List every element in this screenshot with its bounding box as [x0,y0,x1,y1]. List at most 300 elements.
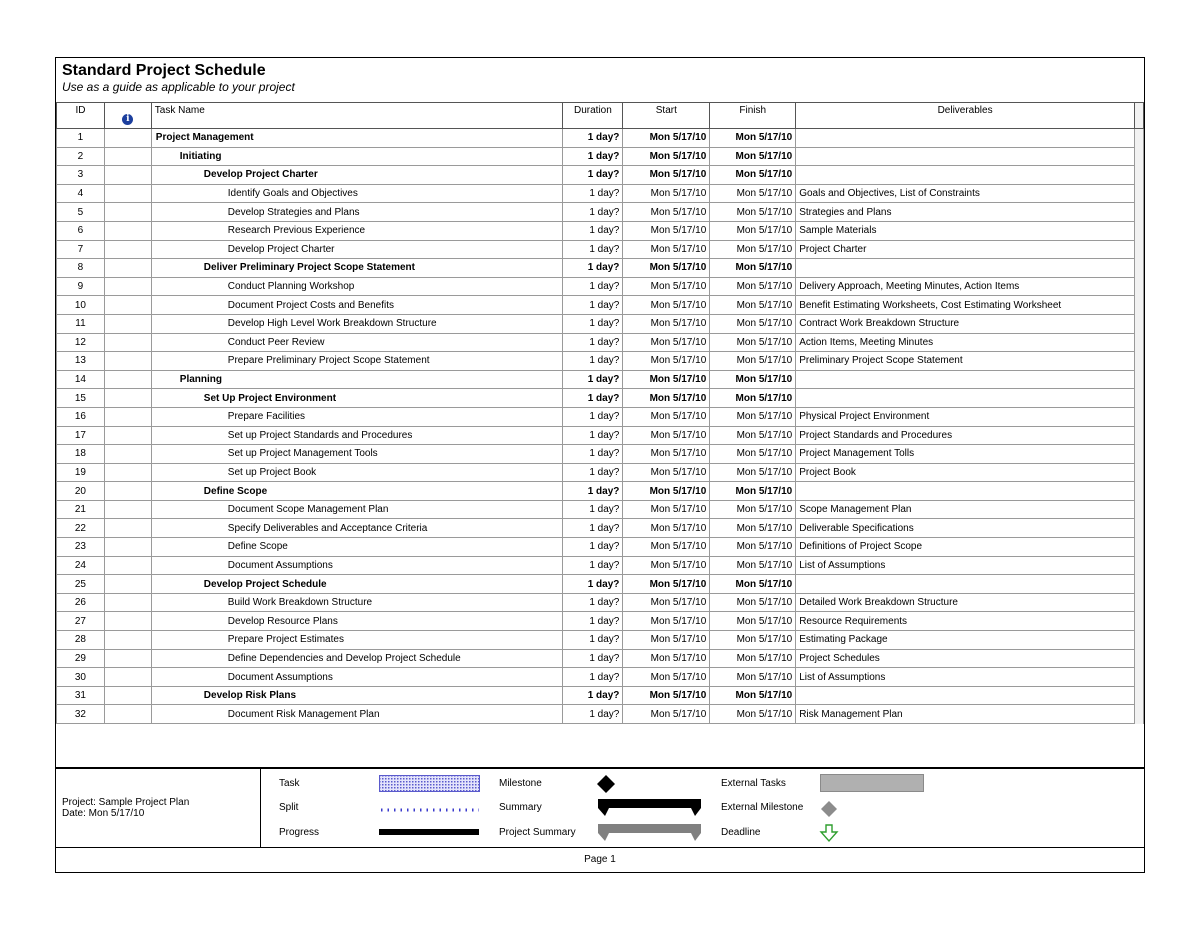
task-finish-cell[interactable]: Mon 5/17/10 [710,240,796,259]
task-id-cell[interactable]: 31 [57,686,105,705]
task-name-cell[interactable]: Planning [151,370,563,389]
scrollbar-track[interactable] [1134,519,1143,538]
task-start-cell[interactable]: Mon 5/17/10 [623,352,710,371]
task-name-cell[interactable]: Identify Goals and Objectives [151,184,563,203]
scrollbar-track[interactable] [1134,370,1143,389]
scrollbar-track[interactable] [1134,389,1143,408]
task-deliverables-cell[interactable] [796,370,1135,389]
task-finish-cell[interactable]: Mon 5/17/10 [710,426,796,445]
table-row[interactable] [57,686,1144,705]
task-deliverables-cell[interactable] [796,129,1135,148]
scrollbar-track[interactable] [1134,221,1143,240]
task-deliverables-cell[interactable]: Detailed Work Breakdown Structure [796,593,1135,612]
task-duration-cell[interactable]: 1 day? [563,221,623,240]
task-indicator-cell[interactable] [104,426,151,445]
task-start-cell[interactable]: Mon 5/17/10 [623,277,710,296]
scrollbar-track[interactable] [1134,631,1143,650]
task-duration-cell[interactable]: 1 day? [563,463,623,482]
task-indicator-cell[interactable] [104,538,151,557]
table-row[interactable] [57,482,1144,501]
task-indicator-cell[interactable] [104,463,151,482]
task-indicator-cell[interactable] [104,649,151,668]
task-duration-cell[interactable]: 1 day? [563,370,623,389]
task-finish-cell[interactable]: Mon 5/17/10 [710,705,796,724]
task-id-cell[interactable]: 18 [57,445,105,464]
task-id-cell[interactable]: 10 [57,296,105,315]
table-row[interactable] [57,705,1144,724]
task-finish-cell[interactable]: Mon 5/17/10 [710,612,796,631]
task-finish-cell[interactable]: Mon 5/17/10 [710,519,796,538]
scrollbar-track[interactable] [1134,240,1143,259]
task-duration-cell[interactable]: 1 day? [563,482,623,501]
table-row[interactable] [57,445,1144,464]
task-indicator-cell[interactable] [104,203,151,222]
scrollbar-track[interactable] [1134,314,1143,333]
task-duration-cell[interactable]: 1 day? [563,296,623,315]
task-duration-cell[interactable]: 1 day? [563,500,623,519]
task-deliverables-cell[interactable] [796,147,1135,166]
task-finish-cell[interactable]: Mon 5/17/10 [710,482,796,501]
scrollbar-track[interactable] [1134,352,1143,371]
task-finish-cell[interactable]: Mon 5/17/10 [710,593,796,612]
col-header-info[interactable] [104,103,151,129]
task-name-cell[interactable]: Prepare Facilities [151,407,563,426]
task-duration-cell[interactable]: 1 day? [563,612,623,631]
task-id-cell[interactable]: 21 [57,500,105,519]
task-finish-cell[interactable]: Mon 5/17/10 [710,352,796,371]
task-indicator-cell[interactable] [104,370,151,389]
scrollbar-track[interactable] [1134,277,1143,296]
table-row[interactable] [57,575,1144,594]
table-row[interactable] [57,519,1144,538]
task-name-cell[interactable]: Develop Project Schedule [151,575,563,594]
task-name-cell[interactable]: Develop High Level Work Breakdown Structure [151,314,563,333]
scrollbar-track[interactable] [1134,686,1143,705]
task-deliverables-cell[interactable]: Estimating Package [796,631,1135,650]
task-name-cell[interactable]: Define Scope [151,482,563,501]
col-header-id[interactable]: ID [57,103,105,129]
task-duration-cell[interactable]: 1 day? [563,538,623,557]
task-name-cell[interactable]: Deliver Preliminary Project Scope Statement [151,259,563,278]
col-header-duration[interactable]: Duration [563,103,623,129]
table-row[interactable] [57,593,1144,612]
scrollbar-track[interactable] [1134,612,1143,631]
scrollbar-track[interactable] [1134,668,1143,687]
task-start-cell[interactable]: Mon 5/17/10 [623,184,710,203]
task-id-cell[interactable]: 12 [57,333,105,352]
task-name-cell[interactable]: Document Project Costs and Benefits [151,296,563,315]
task-id-cell[interactable]: 28 [57,631,105,650]
table-row[interactable] [57,203,1144,222]
task-id-cell[interactable]: 23 [57,538,105,557]
task-start-cell[interactable]: Mon 5/17/10 [623,426,710,445]
task-indicator-cell[interactable] [104,129,151,148]
task-id-cell[interactable]: 1 [57,129,105,148]
task-name-cell[interactable]: Initiating [151,147,563,166]
task-duration-cell[interactable]: 1 day? [563,668,623,687]
col-header-task-name[interactable]: Task Name [151,103,563,129]
table-row[interactable] [57,296,1144,315]
task-indicator-cell[interactable] [104,277,151,296]
task-deliverables-cell[interactable]: Sample Materials [796,221,1135,240]
task-finish-cell[interactable]: Mon 5/17/10 [710,649,796,668]
table-row[interactable] [57,631,1144,650]
task-deliverables-cell[interactable]: Goals and Objectives, List of Constraints [796,184,1135,203]
task-id-cell[interactable]: 26 [57,593,105,612]
task-indicator-cell[interactable] [104,314,151,333]
col-header-deliverables[interactable]: Deliverables [796,103,1135,129]
task-finish-cell[interactable]: Mon 5/17/10 [710,166,796,185]
task-deliverables-cell[interactable]: Physical Project Environment [796,407,1135,426]
task-id-cell[interactable]: 14 [57,370,105,389]
task-id-cell[interactable]: 6 [57,221,105,240]
task-duration-cell[interactable]: 1 day? [563,593,623,612]
legend-project-info [62,797,189,819]
scrollbar-track[interactable] [1134,129,1143,148]
task-id-cell[interactable]: 17 [57,426,105,445]
task-indicator-cell[interactable] [104,333,151,352]
task-indicator-cell[interactable] [104,296,151,315]
task-indicator-cell[interactable] [104,352,151,371]
task-name-cell[interactable]: Conduct Peer Review [151,333,563,352]
table-row[interactable] [57,407,1144,426]
task-deliverables-cell[interactable] [796,482,1135,501]
scrollbar-track[interactable] [1134,259,1143,278]
task-finish-cell[interactable]: Mon 5/17/10 [710,296,796,315]
table-row[interactable] [57,556,1144,575]
task-deliverables-cell[interactable] [796,575,1135,594]
task-id-cell[interactable]: 5 [57,203,105,222]
task-id-cell[interactable]: 9 [57,277,105,296]
task-name-cell[interactable]: Set Up Project Environment [151,389,563,408]
task-finish-cell[interactable]: Mon 5/17/10 [710,631,796,650]
task-indicator-cell[interactable] [104,184,151,203]
task-indicator-cell[interactable] [104,445,151,464]
task-duration-cell[interactable]: 1 day? [563,277,623,296]
task-start-cell[interactable]: Mon 5/17/10 [623,129,710,148]
task-duration-cell[interactable]: 1 day? [563,705,623,724]
task-indicator-cell[interactable] [104,500,151,519]
task-indicator-cell[interactable] [104,221,151,240]
scrollbar-track[interactable] [1134,500,1143,519]
task-finish-cell[interactable]: Mon 5/17/10 [710,500,796,519]
task-deliverables-cell[interactable] [796,259,1135,278]
scrollbar-header [1134,103,1143,129]
table-row[interactable] [57,463,1144,482]
task-deliverables-cell[interactable]: Risk Management Plan [796,705,1135,724]
task-finish-cell[interactable]: Mon 5/17/10 [710,407,796,426]
task-finish-cell[interactable]: Mon 5/17/10 [710,277,796,296]
scrollbar-track[interactable] [1134,184,1143,203]
task-id-cell[interactable]: 20 [57,482,105,501]
task-indicator-cell[interactable] [104,686,151,705]
task-name-cell[interactable]: Project Management [151,129,563,148]
table-row[interactable] [57,389,1144,408]
task-indicator-cell[interactable] [104,389,151,408]
scrollbar-track[interactable] [1134,426,1143,445]
table-row[interactable] [57,147,1144,166]
task-finish-cell[interactable]: Mon 5/17/10 [710,370,796,389]
table-row[interactable] [57,221,1144,240]
scrollbar-track[interactable] [1134,147,1143,166]
task-duration-cell[interactable]: 1 day? [563,445,623,464]
task-duration-cell[interactable]: 1 day? [563,333,623,352]
scrollbar-track[interactable] [1134,575,1143,594]
task-id-cell[interactable]: 11 [57,314,105,333]
table-row[interactable] [57,184,1144,203]
task-indicator-cell[interactable] [104,240,151,259]
task-deliverables-cell[interactable]: Deliverable Specifications [796,519,1135,538]
task-name-cell[interactable]: Prepare Preliminary Project Scope Statement [151,352,563,371]
task-duration-cell[interactable]: 1 day? [563,166,623,185]
task-duration-cell[interactable]: 1 day? [563,129,623,148]
task-deliverables-cell[interactable]: Project Charter [796,240,1135,259]
scrollbar-track[interactable] [1134,482,1143,501]
task-id-cell[interactable]: 7 [57,240,105,259]
task-start-cell[interactable]: Mon 5/17/10 [623,203,710,222]
scrollbar-track[interactable] [1134,556,1143,575]
task-duration-cell[interactable]: 1 day? [563,352,623,371]
task-id-cell[interactable]: 30 [57,668,105,687]
task-name-cell[interactable]: Conduct Planning Workshop [151,277,563,296]
table-row[interactable] [57,612,1144,631]
task-start-cell[interactable]: Mon 5/17/10 [623,593,710,612]
task-finish-cell[interactable]: Mon 5/17/10 [710,463,796,482]
task-id-cell[interactable]: 32 [57,705,105,724]
task-id-cell[interactable]: 8 [57,259,105,278]
task-start-cell[interactable]: Mon 5/17/10 [623,686,710,705]
table-row[interactable] [57,240,1144,259]
task-name-cell[interactable]: Develop Risk Plans [151,686,563,705]
task-name-cell[interactable]: Document Assumptions [151,556,563,575]
task-finish-cell[interactable]: Mon 5/17/10 [710,333,796,352]
task-start-cell[interactable]: Mon 5/17/10 [623,631,710,650]
task-finish-cell[interactable]: Mon 5/17/10 [710,203,796,222]
task-deliverables-cell[interactable]: Delivery Approach, Meeting Minutes, Action Items [796,277,1135,296]
task-start-cell[interactable]: Mon 5/17/10 [623,407,710,426]
task-start-cell[interactable]: Mon 5/17/10 [623,445,710,464]
task-finish-cell[interactable]: Mon 5/17/10 [710,668,796,687]
task-duration-cell[interactable]: 1 day? [563,314,623,333]
table-row[interactable] [57,129,1144,148]
task-start-cell[interactable]: Mon 5/17/10 [623,519,710,538]
task-id-cell[interactable]: 19 [57,463,105,482]
task-duration-cell[interactable]: 1 day? [563,147,623,166]
scrollbar-track[interactable] [1134,203,1143,222]
task-id-cell[interactable]: 22 [57,519,105,538]
task-name-cell[interactable]: Define Scope [151,538,563,557]
task-deliverables-cell[interactable]: List of Assumptions [796,668,1135,687]
task-start-cell[interactable]: Mon 5/17/10 [623,463,710,482]
task-indicator-cell[interactable] [104,705,151,724]
task-start-cell[interactable]: Mon 5/17/10 [623,240,710,259]
task-deliverables-cell[interactable]: Action Items, Meeting Minutes [796,333,1135,352]
task-start-cell[interactable]: Mon 5/17/10 [623,296,710,315]
task-id-cell[interactable]: 2 [57,147,105,166]
task-indicator-cell[interactable] [104,259,151,278]
table-row[interactable] [57,259,1144,278]
task-deliverables-cell[interactable]: List of Assumptions [796,556,1135,575]
task-indicator-cell[interactable] [104,612,151,631]
table-row[interactable] [57,166,1144,185]
table-row[interactable] [57,668,1144,687]
task-start-cell[interactable]: Mon 5/17/10 [623,705,710,724]
task-start-cell[interactable]: Mon 5/17/10 [623,668,710,687]
task-deliverables-cell[interactable]: Contract Work Breakdown Structure [796,314,1135,333]
task-deliverables-cell[interactable]: Resource Requirements [796,612,1135,631]
task-start-cell[interactable]: Mon 5/17/10 [623,370,710,389]
task-start-cell[interactable]: Mon 5/17/10 [623,482,710,501]
task-duration-cell[interactable]: 1 day? [563,259,623,278]
table-row[interactable] [57,649,1144,668]
table-row[interactable] [57,370,1144,389]
col-header-finish[interactable]: Finish [710,103,796,129]
task-name-cell[interactable]: Define Dependencies and Develop Project Schedule [151,649,563,668]
scrollbar-track[interactable] [1134,445,1143,464]
task-finish-cell[interactable]: Mon 5/17/10 [710,314,796,333]
task-start-cell[interactable]: Mon 5/17/10 [623,314,710,333]
task-indicator-cell[interactable] [104,556,151,575]
table-row[interactable] [57,352,1144,371]
task-id-cell[interactable]: 27 [57,612,105,631]
task-finish-cell[interactable]: Mon 5/17/10 [710,556,796,575]
task-name-cell[interactable]: Develop Strategies and Plans [151,203,563,222]
task-duration-cell[interactable]: 1 day? [563,203,623,222]
scrollbar-track[interactable] [1134,463,1143,482]
task-duration-cell[interactable]: 1 day? [563,686,623,705]
task-name-cell[interactable]: Set up Project Book [151,463,563,482]
scrollbar-track[interactable] [1134,166,1143,185]
task-indicator-cell[interactable] [104,575,151,594]
task-id-cell[interactable]: 3 [57,166,105,185]
table-row[interactable] [57,333,1144,352]
task-finish-cell[interactable]: Mon 5/17/10 [710,147,796,166]
task-start-cell[interactable]: Mon 5/17/10 [623,538,710,557]
scrollbar-track[interactable] [1134,333,1143,352]
task-indicator-cell[interactable] [104,519,151,538]
table-row[interactable] [57,314,1144,333]
task-name-cell[interactable]: Prepare Project Estimates [151,631,563,650]
task-deliverables-cell[interactable]: Project Book [796,463,1135,482]
task-start-cell[interactable]: Mon 5/17/10 [623,147,710,166]
task-deliverables-cell[interactable]: Project Schedules [796,649,1135,668]
task-indicator-cell[interactable] [104,668,151,687]
scrollbar-track[interactable] [1134,649,1143,668]
task-name-cell[interactable]: Set up Project Management Tools [151,445,563,464]
task-start-cell[interactable]: Mon 5/17/10 [623,500,710,519]
task-name-cell[interactable]: Document Risk Management Plan [151,705,563,724]
task-duration-cell[interactable]: 1 day? [563,519,623,538]
task-indicator-cell[interactable] [104,482,151,501]
scrollbar-track[interactable] [1134,296,1143,315]
task-name-cell[interactable]: Document Assumptions [151,668,563,687]
task-indicator-cell[interactable] [104,166,151,185]
task-deliverables-cell[interactable]: Definitions of Project Scope [796,538,1135,557]
task-name-cell[interactable]: Develop Project Charter [151,240,563,259]
task-start-cell[interactable]: Mon 5/17/10 [623,221,710,240]
task-table-container[interactable] [56,102,1144,764]
task-deliverables-cell[interactable] [796,686,1135,705]
task-name-cell[interactable]: Research Previous Experience [151,221,563,240]
task-duration-cell[interactable]: 1 day? [563,426,623,445]
task-name-cell[interactable]: Build Work Breakdown Structure [151,593,563,612]
task-finish-cell[interactable]: Mon 5/17/10 [710,129,796,148]
task-start-cell[interactable]: Mon 5/17/10 [623,556,710,575]
scrollbar-track[interactable] [1134,593,1143,612]
task-deliverables-cell[interactable]: Project Standards and Procedures [796,426,1135,445]
task-deliverables-cell[interactable] [796,166,1135,185]
task-duration-cell[interactable]: 1 day? [563,556,623,575]
task-duration-cell[interactable]: 1 day? [563,407,623,426]
task-id-cell[interactable]: 25 [57,575,105,594]
task-finish-cell[interactable]: Mon 5/17/10 [710,184,796,203]
task-id-cell[interactable]: 13 [57,352,105,371]
task-indicator-cell[interactable] [104,147,151,166]
task-name-cell[interactable]: Specify Deliverables and Acceptance Criteria [151,519,563,538]
task-indicator-cell[interactable] [104,631,151,650]
title-area [62,62,295,94]
task-finish-cell[interactable]: Mon 5/17/10 [710,389,796,408]
task-start-cell[interactable]: Mon 5/17/10 [623,389,710,408]
task-finish-cell[interactable]: Mon 5/17/10 [710,259,796,278]
task-deliverables-cell[interactable]: Project Management Tolls [796,445,1135,464]
task-id-cell[interactable]: 4 [57,184,105,203]
col-header-start[interactable]: Start [623,103,710,129]
task-duration-cell[interactable]: 1 day? [563,631,623,650]
task-duration-cell[interactable]: 1 day? [563,649,623,668]
task-duration-cell[interactable]: 1 day? [563,240,623,259]
table-row[interactable] [57,277,1144,296]
table-row[interactable] [57,538,1144,557]
task-name-cell[interactable]: Document Scope Management Plan [151,500,563,519]
task-id-cell[interactable]: 29 [57,649,105,668]
scrollbar-track[interactable] [1134,538,1143,557]
task-indicator-cell[interactable] [104,593,151,612]
task-finish-cell[interactable]: Mon 5/17/10 [710,445,796,464]
task-name-cell[interactable]: Develop Project Charter [151,166,563,185]
task-deliverables-cell[interactable] [796,389,1135,408]
scrollbar-track[interactable] [1134,407,1143,426]
task-id-cell[interactable]: 24 [57,556,105,575]
task-duration-cell[interactable]: 1 day? [563,184,623,203]
task-deliverables-cell[interactable]: Scope Management Plan [796,500,1135,519]
task-start-cell[interactable]: Mon 5/17/10 [623,575,710,594]
task-finish-cell[interactable]: Mon 5/17/10 [710,221,796,240]
task-finish-cell[interactable]: Mon 5/17/10 [710,686,796,705]
task-start-cell[interactable]: Mon 5/17/10 [623,259,710,278]
task-name-cell[interactable]: Set up Project Standards and Procedures [151,426,563,445]
task-id-cell[interactable]: 16 [57,407,105,426]
table-row[interactable] [57,426,1144,445]
task-indicator-cell[interactable] [104,407,151,426]
task-id-cell[interactable]: 15 [57,389,105,408]
task-start-cell[interactable]: Mon 5/17/10 [623,649,710,668]
legend-milestone-label: Milestone [499,778,542,789]
task-deliverables-cell[interactable]: Strategies and Plans [796,203,1135,222]
task-finish-cell[interactable]: Mon 5/17/10 [710,575,796,594]
task-duration-cell[interactable]: 1 day? [563,389,623,408]
task-name-cell[interactable]: Develop Resource Plans [151,612,563,631]
task-deliverables-cell[interactable]: Preliminary Project Scope Statement [796,352,1135,371]
task-deliverables-cell[interactable]: Benefit Estimating Worksheets, Cost Estimating Worksheet [796,296,1135,315]
task-finish-cell[interactable]: Mon 5/17/10 [710,538,796,557]
table-row[interactable] [57,500,1144,519]
task-start-cell[interactable]: Mon 5/17/10 [623,166,710,185]
scrollbar-track[interactable] [1134,705,1143,724]
task-start-cell[interactable]: Mon 5/17/10 [623,612,710,631]
task-duration-cell[interactable]: 1 day? [563,575,623,594]
task-start-cell[interactable]: Mon 5/17/10 [623,333,710,352]
